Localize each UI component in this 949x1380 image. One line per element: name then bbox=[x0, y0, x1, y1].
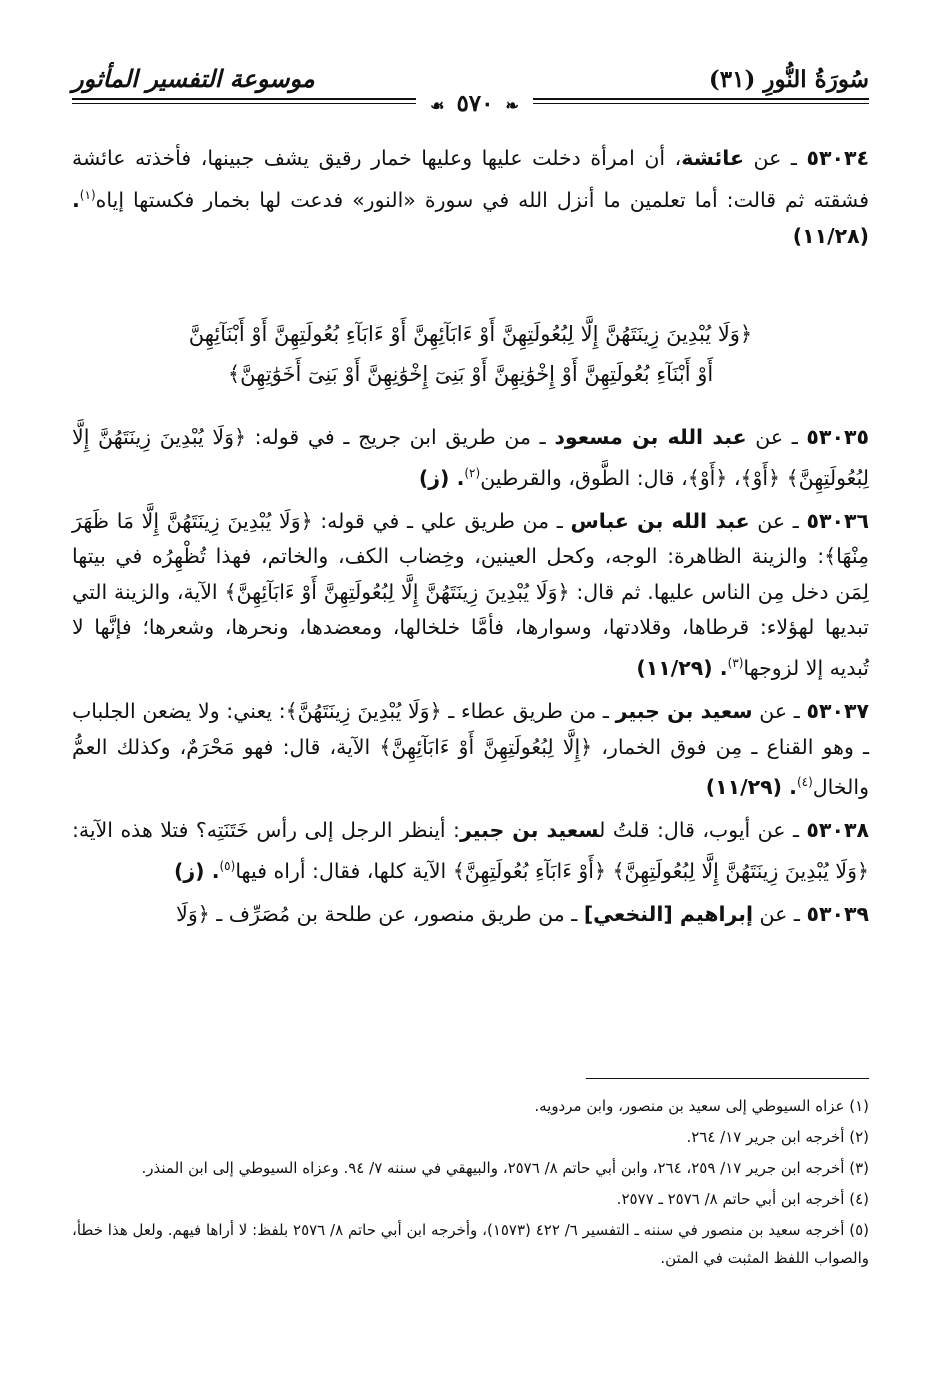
entry-prefix: ـ عن bbox=[749, 508, 807, 533]
entry-53039 bbox=[72, 897, 869, 933]
entry-prefix: ـ عن bbox=[753, 902, 807, 927]
entry-prefix: ـ عن bbox=[743, 146, 807, 170]
quran-verse bbox=[72, 314, 869, 394]
volume-reference: . (١١/٢٨) bbox=[72, 187, 869, 249]
quran-quote: ﴿وَلَا يُبْدِينَ زِينَتَهُنَّ﴾ bbox=[285, 699, 442, 724]
ornament-icon: ❧ bbox=[505, 96, 519, 115]
surah-header: سُورَةُ النُّورِ (٣١) bbox=[708, 66, 869, 93]
entry-53037 bbox=[72, 694, 869, 805]
entry-number: ٥٣٠٣٧ bbox=[806, 699, 870, 724]
narrator-name: إبراهيم [النخعي] bbox=[583, 902, 754, 927]
entry-prefix: ـ عن bbox=[752, 699, 807, 724]
footnote-1: (١) عزاه السيوطي إلى سعيد بن منصور، وابن مردويه. bbox=[534, 1097, 869, 1115]
entry-text: ـ من طريق منصور، عن طلحة بن مُصَرِّف ـ bbox=[209, 902, 584, 927]
footnote-4: (٤) أخرجه ابن أبي حاتم ٨/ ٢٥٧٦ ـ ٢٥٧٧. bbox=[616, 1190, 869, 1208]
volume-reference: . (١١/٢٩) bbox=[705, 774, 797, 799]
narrator-name: عبد الله بن مسعود bbox=[554, 425, 747, 449]
entry-text: الآية، والزينة التي تبديها لهؤلاء: قرطاها، وقلادتها، وسوارها، فأمَّا خلخالها، ومعضدها، ونحرها، وشعرها؛ فإنَّها لا تُبديه إلا لزوجها bbox=[72, 579, 869, 680]
entry-prefix: ـ عن bbox=[746, 425, 807, 449]
commentary-body bbox=[72, 420, 869, 941]
verse-line-1: ﴿وَلَا يُبْدِينَ زِينَتَهُنَّ إِلَّا لِبُعُولَتِهِنَّ أَوْ ءَابَآئِهِنَّ أَوْ ءَابَآءِ بُعُولَتِهِنَّ أَوْ أَبْنَآئِهِنَّ bbox=[188, 322, 753, 346]
footnote-5: (٥) أخرجه سعيد بن منصور في سننه ـ التفسير ٦/ ٤٢٢ (١٥٧٣)، وأخرجه ابن أبي حاتم ٨/ ٢٥٧٦ بلفظ: لا أراها فيهم. ولعل هذا خطأ، والصواب اللفظ المثبت في المتن. bbox=[72, 1221, 870, 1267]
ornament-icon: ☙ bbox=[430, 96, 445, 115]
footnote-2: (٢) أخرجه ابن جرير ١٧/ ٢٦٤. bbox=[686, 1128, 869, 1146]
entry-53036 bbox=[72, 504, 869, 686]
entry-text: ـ من طريق عطاء ـ bbox=[441, 699, 616, 724]
entry-53035 bbox=[72, 420, 869, 496]
entry-text: : والزينة الظاهرة: الوجه، وكحل العينين، وخِضاب الكف، والخاتم، فهذا تُظْهِرُه في بيتها لِمَن دخل مِن الناس عليها. ثم قال: bbox=[72, 544, 870, 604]
book-title: موسوعة التفسير المأثور bbox=[72, 64, 315, 93]
entry-text: ، قال: الطَّوق، والقرطين bbox=[480, 465, 688, 490]
entry-prefix: ـ عن أيوب، قال: قلتُ ل bbox=[599, 818, 807, 843]
footnote-marker: (٢) bbox=[464, 465, 481, 480]
volume-reference: . (١١/٢٩) bbox=[636, 655, 728, 680]
footnote-separator bbox=[586, 1078, 869, 1079]
footnote-marker: (٤) bbox=[796, 775, 813, 790]
entry-number: ٥٣٠٣٤ bbox=[806, 146, 869, 170]
narrator-name: سعيد بن جبير bbox=[459, 818, 600, 843]
footnote-marker: (٣) bbox=[727, 655, 744, 670]
narrator-name: عبد الله بن عباس bbox=[570, 508, 750, 533]
entry-number: ٥٣٠٣٥ bbox=[806, 425, 869, 449]
entry-text: الآية، قال: فهو مَحْرَمٌ، وكذلك العمُّ والخال bbox=[72, 734, 869, 799]
narrator-name: عائشة bbox=[681, 146, 744, 170]
entry-text: : أينظر الرجل إلى رأس خَتَنَتِه؟ فتلا هذه الآية: bbox=[72, 818, 460, 843]
footnotes bbox=[72, 1092, 869, 1275]
entry-53038 bbox=[72, 813, 869, 889]
quran-quote: ﴿وَلَا يُبْدِينَ زِينَتَهُنَّ إِلَّا مَا ظَهَرَ مِنْهَا﴾ bbox=[72, 508, 869, 569]
footnote-marker: (١) bbox=[79, 187, 96, 202]
quran-quote: ﴿إِلَّا لِبُعُولَتِهِنَّ أَوْ ءَابَآئِهِنَّ﴾ bbox=[379, 734, 593, 759]
entry-number: ٥٣٠٣٦ bbox=[806, 508, 869, 533]
entry-number: ٥٣٠٣٨ bbox=[806, 818, 869, 843]
entry-text: الآية كلها، فقال: أراه فيها bbox=[235, 858, 453, 883]
quran-quote: ﴿وَلَا يُبْدِينَ زِينَتَهُنَّ إِلَّا لِبُعُولَتِهِنَّ أَوْ ءَابَآئِهِنَّ﴾ bbox=[224, 579, 570, 604]
volume-reference: . (ز) bbox=[418, 465, 465, 490]
entry-53034 bbox=[72, 140, 869, 255]
quran-quote: ﴿وَلَا bbox=[176, 902, 210, 927]
footnote-marker: (٥) bbox=[219, 858, 236, 873]
volume-reference: . (ز) bbox=[174, 858, 220, 883]
entry-text: ، أن امرأة دخلت عليها وعليها خمار رقيق يشف جبينها، فأخذته عائشة فشقته ثم قالت: أما تعلمين ما أنزل الله في سورة «النور» فدعت لها بخمار فكستها إياه bbox=[72, 146, 869, 212]
footnote-3: (٣) أخرجه ابن جرير ١٧/ ٢٥٩، ٢٦٤، وابن أبي حاتم ٨/ ٢٥٧٦، والبيهقي في سننه ٧/ ٩٤. وعزاه السيوطي إلى ابن المنذر. bbox=[141, 1159, 869, 1177]
verse-line-2: أَوْ أَبْنَآءِ بُعُولَتِهِنَّ أَوْ إِخْوَٰنِهِنَّ أَوْ بَنِىٓ إِخْوَٰنِهِنَّ أَوْ بَنِىٓ أَخَوَٰتِهِنَّ﴾ bbox=[227, 362, 714, 386]
entry-text: ـ من طريق ابن جريج ـ في قوله: bbox=[245, 425, 555, 449]
quran-quote: ﴿وَلَا يُبْدِينَ زِينَتَهُنَّ إِلَّا لِبُعُولَتِهِنَّ﴾ ﴿أَوْ ءَابَآءِ بُعُولَتِهِنَّ﴾ bbox=[452, 858, 869, 883]
page-number-wrap bbox=[0, 90, 949, 117]
narrator-name: سعيد بن جبير bbox=[615, 699, 753, 724]
page-number-text: ٥٧٠ bbox=[456, 90, 494, 117]
quran-quote: ﴿وَلَا يُبْدِينَ زِينَتَهُنَّ إِلَّا لِبُعُولَتِهِنَّ﴾ ﴿أَوْ﴾، ﴿أَوْ﴾ bbox=[72, 425, 869, 490]
entry-number: ٥٣٠٣٩ bbox=[806, 902, 869, 927]
entry-text: ـ من طريق علي ـ في قوله: bbox=[312, 508, 571, 533]
entry-text: : يعني: ولا يضعن الجلباب ـ وهو القناع ـ مِن فوق الخمار، bbox=[72, 699, 870, 759]
page-number bbox=[416, 90, 533, 117]
